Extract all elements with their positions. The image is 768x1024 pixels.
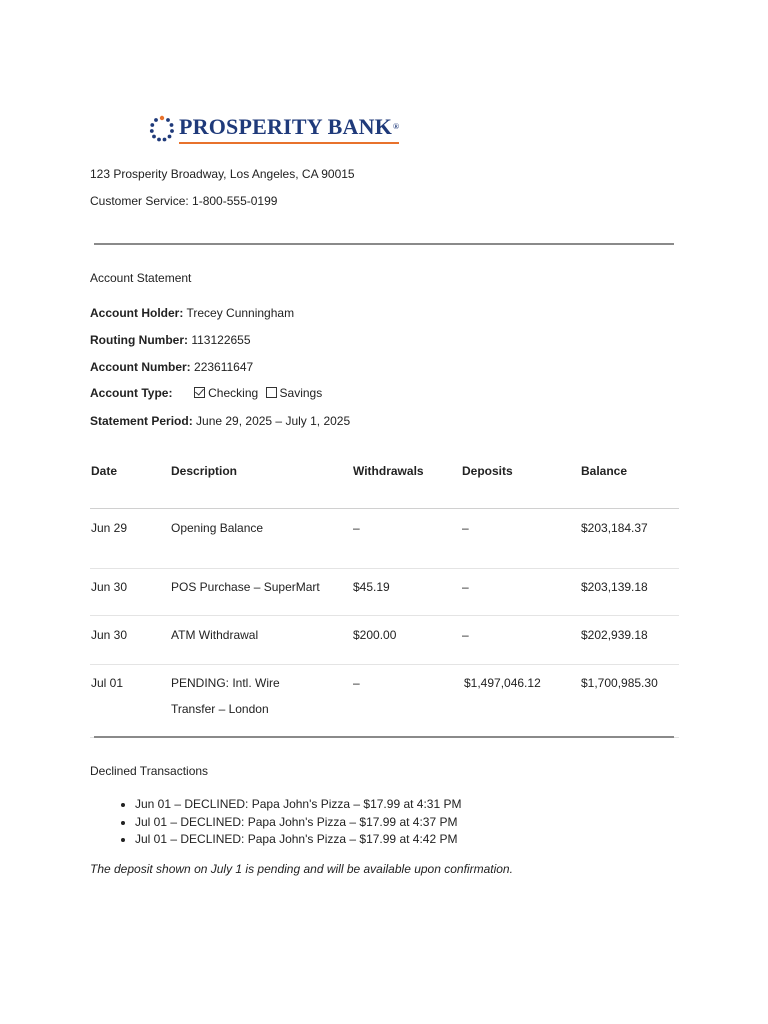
- cell-deposit: –: [461, 509, 580, 569]
- savings-checkbox: [266, 387, 277, 398]
- divider: [94, 736, 674, 738]
- cell-withdrawal: –: [352, 665, 461, 738]
- cell-withdrawal: $200.00: [352, 616, 461, 665]
- cell-description: PENDING: Intl. Wire Transfer – London: [170, 665, 352, 738]
- account-number: Account Number: 223611647: [90, 360, 254, 374]
- col-deposits: Deposits: [461, 456, 580, 509]
- cell-date: Jun 29: [90, 509, 170, 569]
- bank-logo: [147, 112, 399, 146]
- cell-description: Opening Balance: [170, 509, 352, 569]
- list-item: • Jun 01 – DECLINED: Papa John's Pizza – $17.99 at 4:31 PM: [135, 796, 461, 814]
- bank-name: PROSPERITY BANK®: [179, 115, 399, 144]
- routing-number: Routing Number: 113122655: [90, 333, 251, 347]
- col-balance: Balance: [580, 456, 679, 509]
- col-date: Date: [90, 456, 170, 509]
- cell-description: POS Purchase – SuperMart: [170, 569, 352, 616]
- cell-balance: $203,139.18: [580, 569, 679, 616]
- bank-emblem-icon: [147, 112, 177, 146]
- transactions-table: [90, 456, 679, 738]
- section-title: Account Statement: [90, 271, 192, 285]
- cell-deposit: $1,497,046.12: [461, 665, 580, 738]
- cell-date: Jun 30: [90, 569, 170, 616]
- account-holder: Account Holder: Trecey Cunningham: [90, 306, 295, 320]
- pending-note: The deposit shown on July 1 is pending and will be available upon confirmation.: [90, 862, 513, 876]
- account-type: Account Type: Checking Savings: [90, 386, 323, 400]
- cell-deposit: –: [461, 569, 580, 616]
- cell-withdrawal: –: [352, 509, 461, 569]
- declined-title: Declined Transactions: [90, 764, 209, 778]
- cell-balance: $1,700,985.30: [580, 665, 679, 738]
- cell-balance: $202,939.18: [580, 616, 679, 665]
- cell-balance: $203,184.37: [580, 509, 679, 569]
- customer-service: Customer Service: 1-800-555-0199: [90, 194, 278, 208]
- list-item: • Jul 01 – DECLINED: Papa John's Pizza – $17.99 at 4:42 PM: [135, 831, 461, 849]
- table-row: [90, 616, 679, 665]
- table-row: [90, 509, 679, 569]
- declined-list: [96, 796, 461, 849]
- table-row: [90, 665, 679, 738]
- table-row: [90, 569, 679, 616]
- col-withdrawals: Withdrawals: [352, 456, 461, 509]
- list-item: • Jul 01 – DECLINED: Papa John's Pizza – $17.99 at 4:37 PM: [135, 814, 461, 832]
- col-description: Description: [170, 456, 352, 509]
- cell-withdrawal: $45.19: [352, 569, 461, 616]
- divider: [94, 243, 674, 245]
- cell-date: Jul 01: [90, 665, 170, 738]
- bank-address: 123 Prosperity Broadway, Los Angeles, CA 90015: [90, 167, 355, 181]
- statement-period: Statement Period: June 29, 2025 – July 1, 2025: [90, 414, 351, 428]
- cell-deposit: –: [461, 616, 580, 665]
- checking-checkbox: [194, 387, 205, 398]
- cell-date: Jun 30: [90, 616, 170, 665]
- table-header-row: [90, 456, 679, 509]
- cell-description: ATM Withdrawal: [170, 616, 352, 665]
